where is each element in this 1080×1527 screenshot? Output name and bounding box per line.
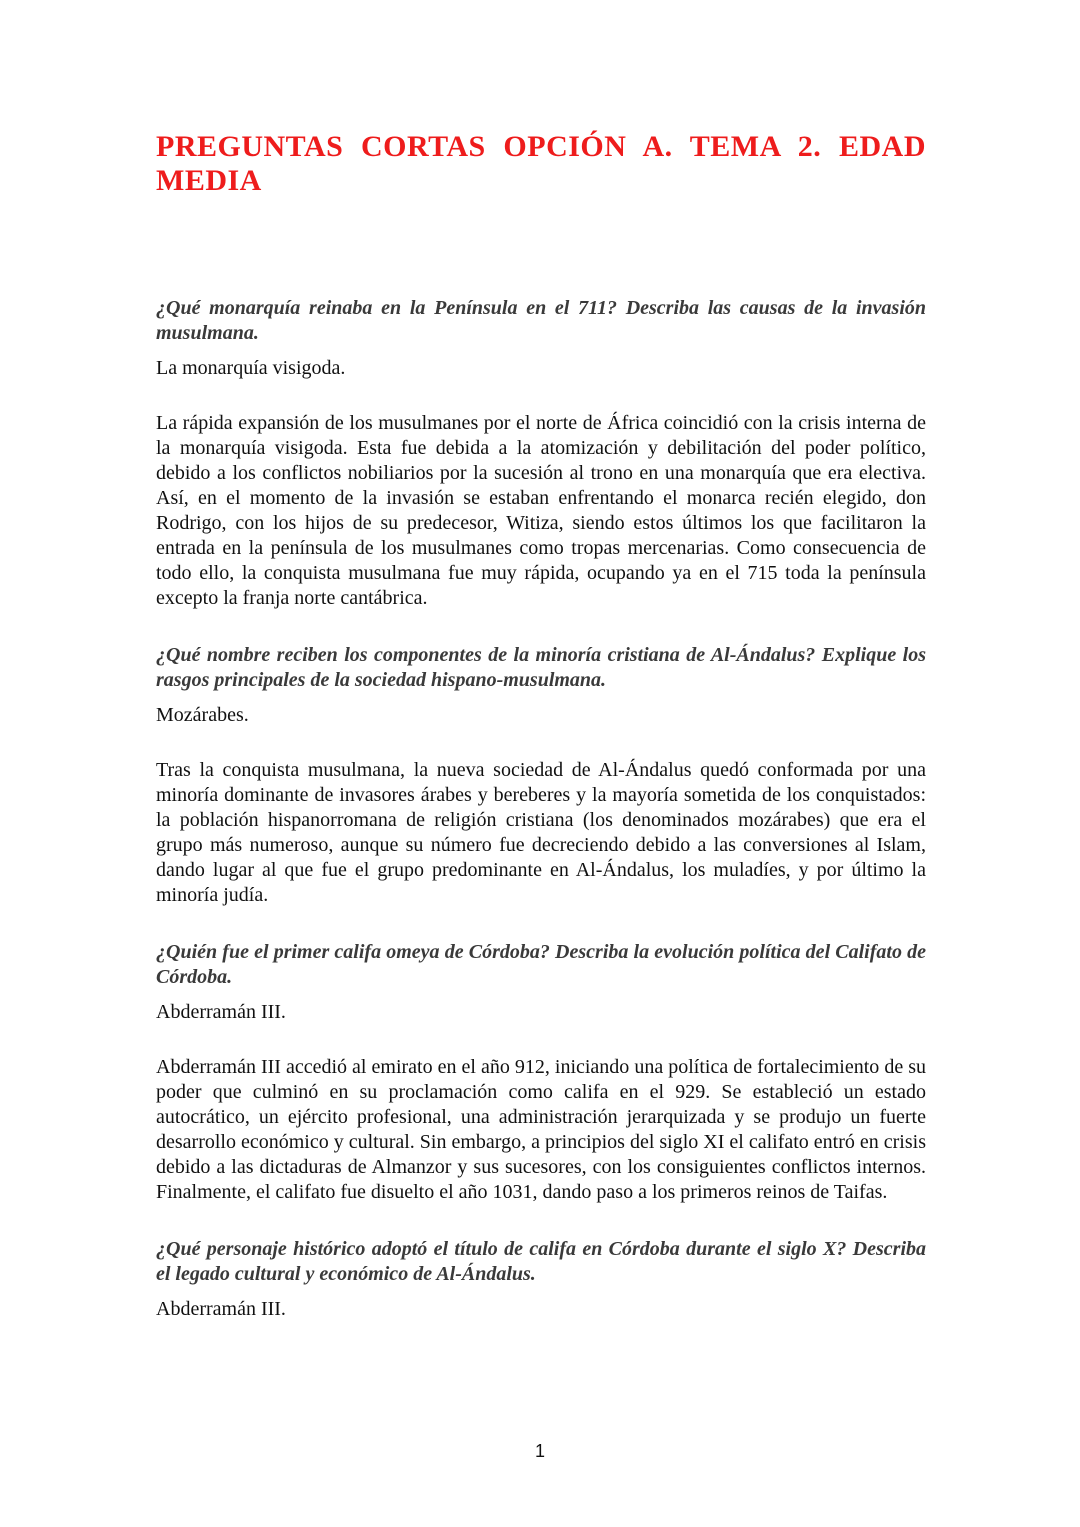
- question-text: ¿Qué nombre reciben los componentes de la minoría cristiana de Al-Ándalus? Explique los rasgos principales de la sociedad hispano-musulmana.: [156, 644, 926, 691]
- question-text: ¿Qué monarquía reinaba en la Península en el 711? Describa las causas de la invasión musulmana.: [156, 297, 926, 344]
- page-number: 1: [534, 1441, 545, 1461]
- title-line-1: PREGUNTAS CORTAS OPCIÓN A. TEMA 2. EDAD: [156, 130, 926, 163]
- long-answer: Tras la conquista musulmana, la nueva sociedad de Al-Ándalus quedó conformada por una minoría dominante de invasores árabes y bereberes y la mayoría sometida de los conquistados: la población hispanorromana de religión cristiana (los denominados mozárabes) que era el grupo más numeroso, aunque su número fue decreciendo debido a las conversiones al Islam, dando lugar al que fue el grupo predominante en Al-Ándalus, los muladíes, y por último la minoría judía.: [156, 759, 926, 906]
- question-block-2: [156, 643, 926, 908]
- document-page: [156, 0, 926, 1527]
- question-text: ¿Qué personaje histórico adoptó el título de califa en Córdoba durante el siglo X? Describa el legado cultural y económico de Al-Ándalus.: [156, 1238, 926, 1285]
- questions-list: [156, 296, 926, 1354]
- short-answer: La monarquía visigoda.: [156, 357, 346, 379]
- question-text: ¿Quién fue el primer califa omeya de Córdoba? Describa la evolución política del Califato de Córdoba.: [156, 941, 926, 988]
- question-block-4: [156, 1237, 926, 1322]
- title-line-2: MEDIA: [156, 164, 262, 197]
- long-answer: La rápida expansión de los musulmanes por el norte de África coincidió con la crisis interna de la monarquía visigoda. Esta fue debida a la atomización y debilitación del poder político, debido a los conflictos nobiliarios por la sucesión al trono en una monarquía que era electiva. Así, en el momento de la invasión se estaban enfrentando el monarca recién elegido, don Rodrigo, con los hijos de su predecesor, Witiza, siendo estos últimos los que facilitaron la entrada en la península de los musulmanes como tropas mercenarias. Como consecuencia de todo ello, la conquista musulmana fue muy rápida, ocupando ya en el 715 toda la península excepto la franja norte cantábrica.: [156, 412, 926, 609]
- short-answer: Abderramán III.: [156, 1001, 286, 1023]
- document-title: [156, 130, 926, 198]
- short-answer: Abderramán III.: [156, 1298, 286, 1320]
- long-answer: Abderramán III accedió al emirato en el año 912, iniciando una política de fortalecimiento de su poder que culminó en su proclamación como califa en el 929. Se estableció un estado autocrático, un ejército profesional, una administración jerarquizada y se produjo un fuerte desarrollo económico y cultural. Sin embargo, a principios del siglo XI el califato entró en crisis debido a las dictaduras de Almanzor y sus sucesores, con los consiguientes conflictos internos. Finalmente, el califato fue disuelto el año 1031, dando paso a los primeros reinos de Taifas.: [156, 1056, 926, 1203]
- question-block-3: [156, 940, 926, 1205]
- question-block-1: [156, 296, 926, 611]
- short-answer: Mozárabes.: [156, 704, 249, 726]
